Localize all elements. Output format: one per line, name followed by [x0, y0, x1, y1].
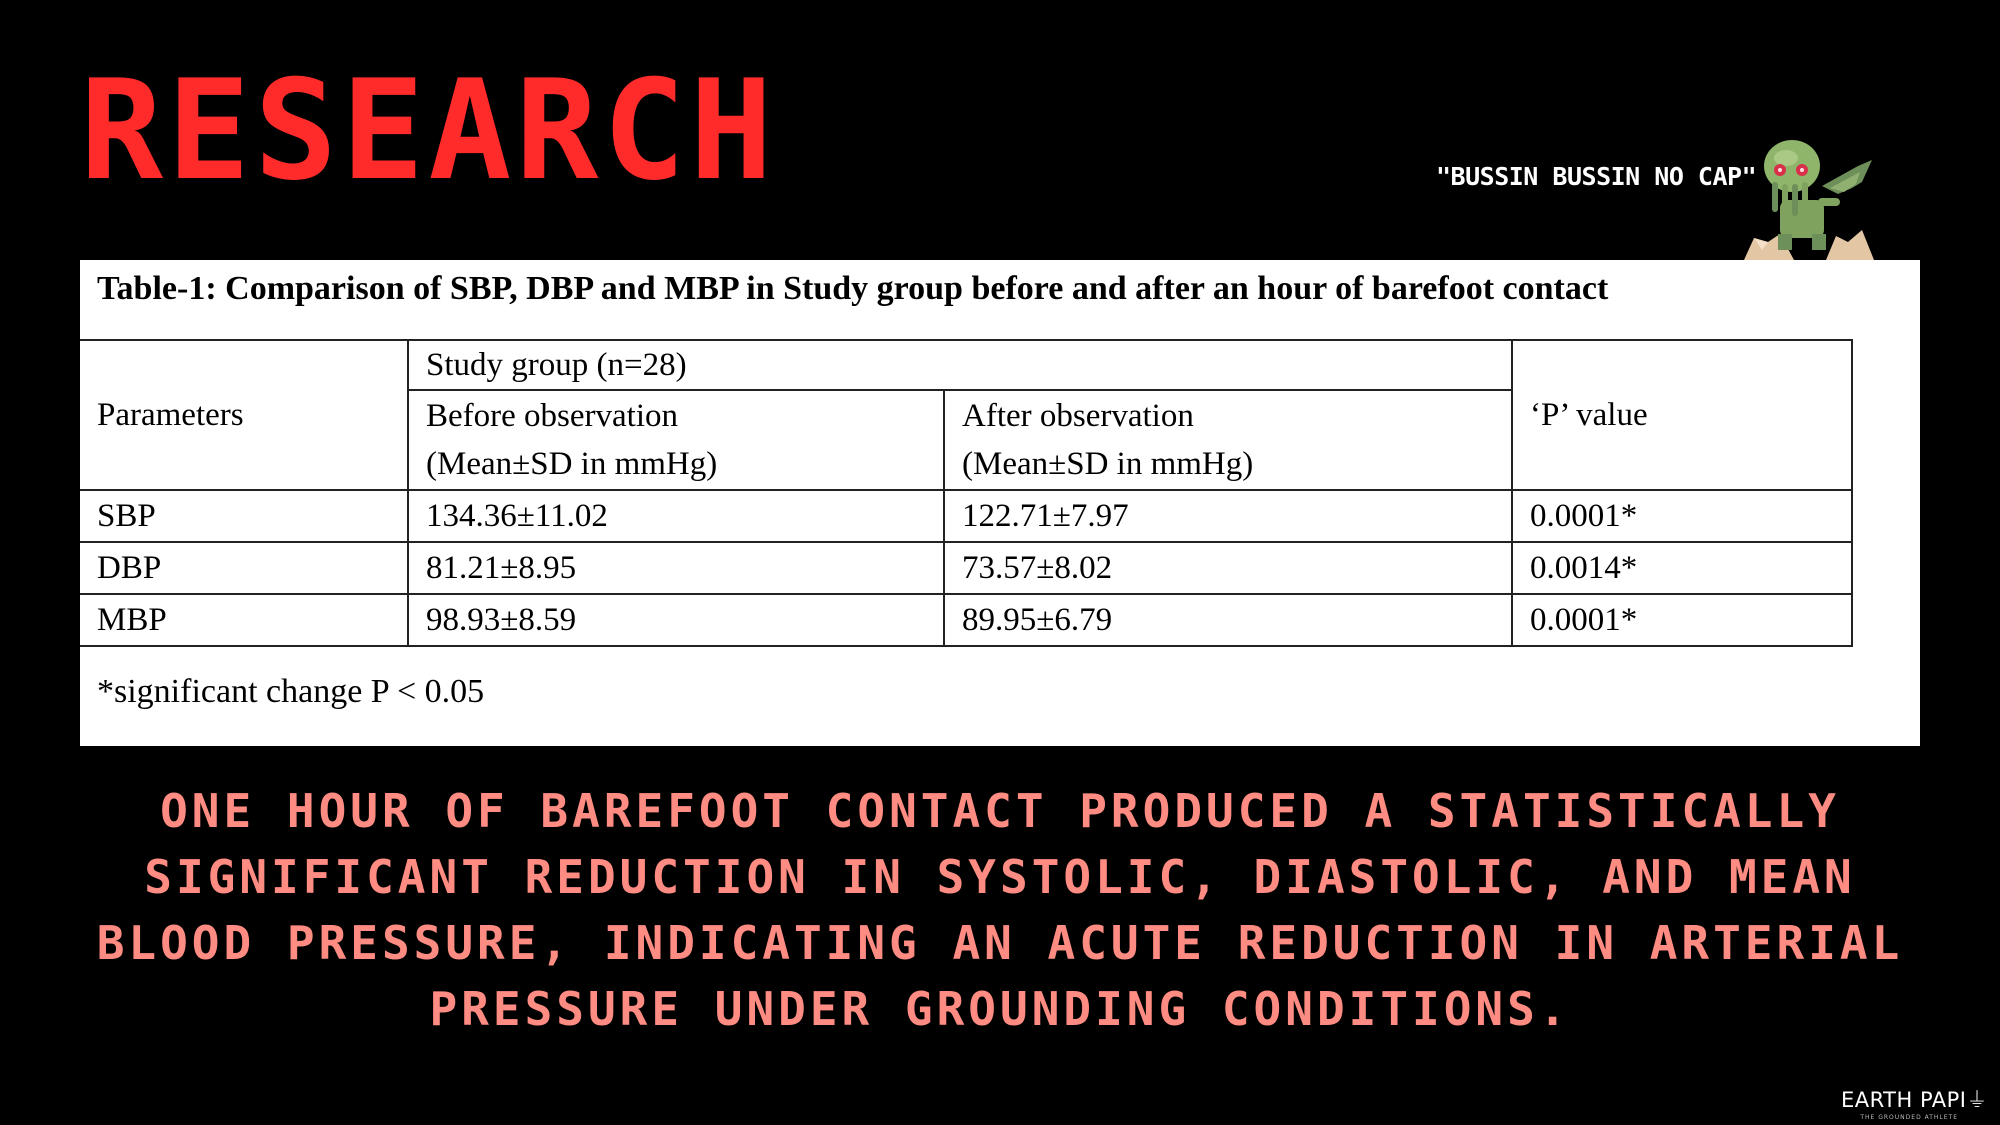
table-row: [80, 594, 1852, 646]
header-before-line2: (Mean±SD in mmHg): [426, 446, 718, 482]
ground-icon: ⏚: [1966, 1088, 1988, 1112]
cell-after: 73.57±8.02: [944, 542, 1512, 594]
cell-before: 98.93±8.59: [408, 594, 944, 646]
cell-after: 122.71±7.97: [944, 490, 1512, 542]
cell-p-value: 0.0001*: [1512, 490, 1852, 542]
header-after-line2: (Mean±SD in mmHg): [962, 446, 1254, 482]
brand-name-text: EARTH PAPI: [1840, 1088, 1967, 1112]
mascot-quote: "BUSSIN BUSSIN NO CAP": [1436, 162, 1757, 191]
brand-logo: [1841, 1084, 1988, 1121]
table-footnote: *significant change P < 0.05: [97, 673, 485, 710]
cell-before: 81.21±8.95: [408, 542, 944, 594]
table-row: [80, 542, 1852, 594]
cell-parameter: MBP: [80, 594, 408, 646]
table-row: [80, 490, 1852, 542]
cell-p-value: 0.0001*: [1512, 594, 1852, 646]
header-p-value: ‘P’ value: [1512, 340, 1852, 490]
header-before-line1: Before observation: [426, 398, 678, 434]
table-caption: Table-1: Comparison of SBP, DBP and MBP in Study group before and after an hour of barefoot contact: [97, 270, 1609, 307]
header-study-group: Study group (n=28): [408, 340, 1512, 390]
cell-before: 134.36±11.02: [408, 490, 944, 542]
header-parameters: Parameters: [80, 340, 408, 490]
page-title: RESEARCH: [80, 50, 777, 211]
blood-pressure-table: [80, 339, 1853, 647]
research-table-panel: [80, 260, 1920, 746]
cthulhu-mascot-icon: [1740, 138, 1875, 260]
cell-parameter: SBP: [80, 490, 408, 542]
cell-parameter: DBP: [80, 542, 408, 594]
table-header-row: [80, 340, 1852, 390]
header-after: [944, 390, 1512, 490]
brand-tagline: THE GROUNDED ATHLETE: [1860, 1114, 1958, 1121]
summary-text: ONE HOUR OF BAREFOOT CONTACT PRODUCED A STATISTICALLY SIGNIFICANT REDUCTION IN SYSTOLIC, DIASTOLIC, AND MEAN BLOOD PRESSURE, INDICATING AN ACUTE REDUCTION IN ARTERIAL PRESSURE UNDER GROUNDING CONDITIONS.: [96, 784, 1904, 1036]
header-before: [408, 390, 944, 490]
cell-p-value: 0.0014*: [1512, 542, 1852, 594]
brand-name: [1841, 1084, 1988, 1114]
header-after-line1: After observation: [962, 398, 1194, 434]
cell-after: 89.95±6.79: [944, 594, 1512, 646]
